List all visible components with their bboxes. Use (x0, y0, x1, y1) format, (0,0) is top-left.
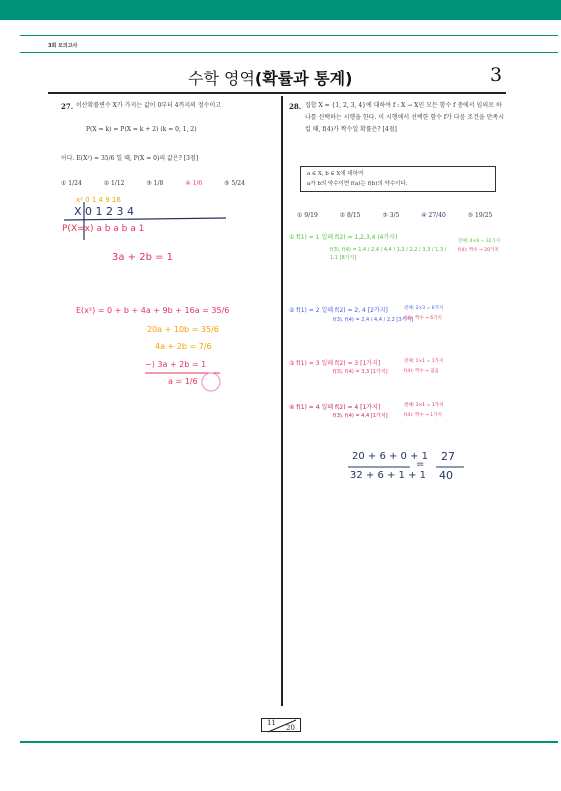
hw-sum-eq: 3a + 2b = 1 (112, 252, 174, 263)
hw-case4-note1: 전체: 1×1 = 1가지 (404, 403, 444, 408)
header-rule (20, 35, 558, 36)
q27-choice-1[interactable]: ① 1/24 (61, 180, 82, 187)
hw-line3: 4a + 2b = 7/6 (155, 342, 212, 351)
hw-case3-note1: 전체: 1×1 = 1가지 (404, 359, 444, 364)
hw-fraction-bars (346, 464, 476, 470)
q28-condition-line2: a가 b의 약수이면 f(a)는 f(b)의 약수이다. (307, 181, 408, 187)
hw-case1-line1: ① f(1) = 1 일때 f(2) = 1,2,3,4 (4가지) (289, 234, 398, 241)
hw-x-row: X 0 1 2 3 4 (74, 205, 135, 218)
page-slash (262, 719, 302, 733)
q27-text2: 이다. E(X²) = 35/6 일 때, P(X = 0)의 값은? [3점] (61, 155, 199, 162)
hw-result-denominator: 40 (439, 469, 453, 482)
q27-choice-4[interactable]: ④ 1/6 (185, 180, 203, 187)
hw-e-eq: E(x²) = 0 + b + 4a + 9b + 16a = 35/6 (76, 306, 230, 315)
q28-choice-2[interactable]: ② 8/15 (339, 212, 361, 219)
hw-case2-note2: f(4): 짝수 → 6가지 (404, 316, 442, 321)
q28-choice-1[interactable]: ① 9/19 (297, 212, 318, 219)
hw-case1-line2: f(3), f(4) = 1,4 / 2,4 / 4,4 / 1,2 / 2,2 / 3,3 / 1,3 / 1,1 [8가지] (330, 247, 447, 261)
q28-number: 28. (289, 102, 302, 111)
q27-number: 27. (61, 102, 74, 111)
q27-choice-5[interactable]: ⑤ 5/24 (224, 180, 245, 187)
hw-case3-line1: ③ f(1) = 3 일때 f(2) = 3 [1가지] (289, 360, 381, 367)
hw-case1-note1: 전체: 4×8 = 32가지 (458, 239, 501, 244)
hw-line5: a = 1/6 (168, 377, 198, 386)
hw-p-row: P(X=x) a b a b a 1 (62, 224, 145, 234)
page-title: 수학 영역(확률과 통계) (188, 69, 353, 88)
q27-formula: P(X = k) = P(X = k + 2) (k = 0, 1, 2) (86, 126, 197, 133)
hw-case2-note1: 전체: 2×3 = 6가지 (404, 306, 444, 311)
exam-label: 3회 모의고사 (48, 43, 78, 49)
q28-condition-line1: a ∈ X, b ∈ X에 대하여 (307, 171, 364, 177)
q28-choices (297, 212, 512, 219)
hw-case1-note2: f(4): 짝수 → 20가지 (458, 248, 499, 253)
hw-result-numerator: 27 (441, 450, 455, 463)
hw-equals: = (416, 459, 425, 470)
bottom-rule (20, 741, 558, 743)
hw-case2-line2: f(3), f(4) = 2,4 / 4,4 / 2,2 [3가지] (333, 317, 414, 323)
q28-choice-3[interactable]: ③ 3/5 (382, 212, 400, 219)
q27-choice-2[interactable]: ② 1/12 (103, 180, 125, 187)
page-total: 20 (286, 724, 295, 732)
q27-text: 이산확률변수 X가 가지는 값이 0부터 4까지의 정수이고 (76, 102, 222, 109)
hw-case3-note2: f(4): 짝수 → 없음 (404, 369, 439, 374)
page-current: 11 (267, 719, 276, 727)
q28-choice-4[interactable]: ④ 27/40 (421, 212, 446, 219)
hw-case2-line1: ② f(1) = 2 일때 f(2) = 2, 4 [2가지] (289, 307, 388, 314)
hw-final-denominator: 32 + 6 + 1 + 1 (350, 470, 427, 481)
hw-case3-line2: f(3), f(4) = 3,3 [1가지] (333, 369, 388, 375)
top-color-bar (0, 0, 561, 20)
hw-line2: 20a + 10b = 35/6 (147, 325, 219, 334)
hw-case4-note2: f(4): 짝수 → 1가지 (404, 413, 442, 418)
hw-case4-line1: ④ f(1) = 4 일때 f(2) = 4 [1가지] (289, 404, 381, 411)
page-indicator (261, 718, 301, 732)
hw-final-numerator: 20 + 6 + 0 + 1 (352, 451, 429, 462)
q28-text: 집합 X = {1, 2, 3, 4}에 대하여 f : X → X인 모든 함수 f 중에서 임의로 하나를 선택하는 시행을 한다. 이 시행에서 선택한 함수 f가 다음 조건을 만족시킬 때, f(4)가 짝수일 확률은? [4점] (305, 102, 504, 133)
title-rule (48, 92, 506, 94)
header-rule-lower (20, 52, 558, 53)
hw-table-lines (60, 200, 230, 242)
hw-line4: −) 3a + 2b = 1 (145, 360, 207, 369)
q27-choice-3[interactable]: ③ 1/8 (146, 180, 164, 187)
page-number: 3 (490, 64, 503, 86)
q28-condition-box (300, 166, 496, 192)
column-divider (281, 96, 283, 706)
q28-choice-5[interactable]: ⑤ 19/25 (467, 212, 493, 219)
hw-case4-line2: f(3), f(4) = 4,4 [1가지] (333, 413, 388, 419)
q27-choices (61, 180, 265, 187)
hw-x2-row: x² 0 1 4 9 16 (76, 196, 121, 204)
hw-answer-circle (140, 355, 240, 395)
